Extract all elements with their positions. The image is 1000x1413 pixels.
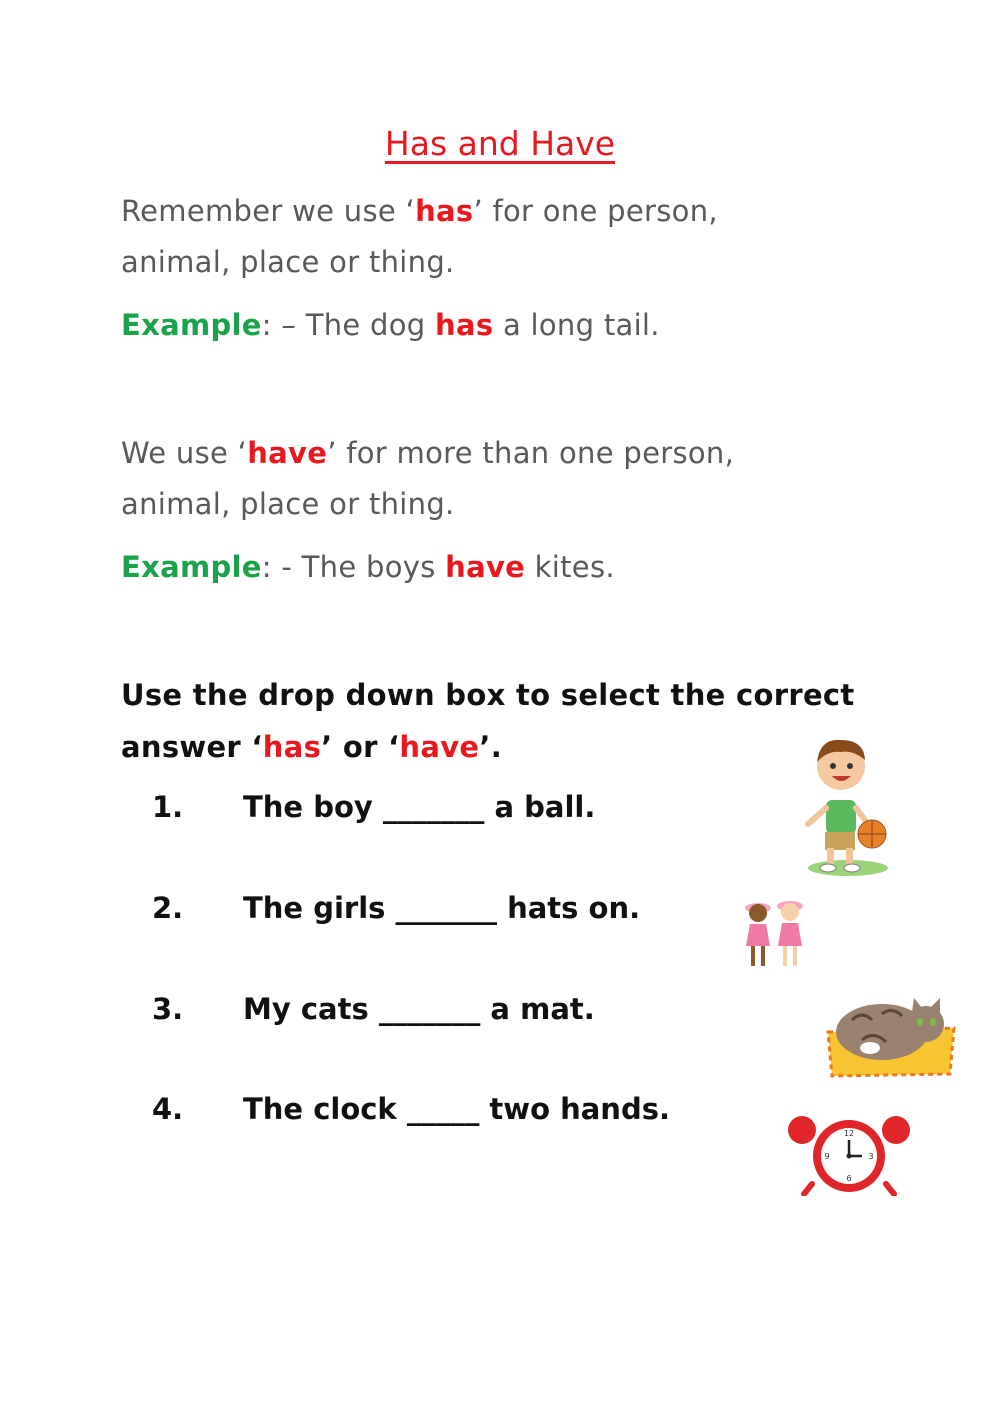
example-has: Example: – The dog has a long tail. xyxy=(121,308,660,342)
option-have: have xyxy=(399,730,480,764)
cat-on-mat-illustration xyxy=(822,990,960,1080)
bell-left xyxy=(788,1116,816,1144)
girl-right xyxy=(777,901,803,966)
svg-text:6: 6 xyxy=(846,1174,852,1183)
rule-have-line2: animal, place or thing. xyxy=(121,487,455,521)
instruction: Use the drop down box to select the correct answer ‘has’ or ‘have’. xyxy=(121,678,855,764)
girls-with-hats-illustration xyxy=(742,896,808,974)
example-have: Example: - The boys have kites. xyxy=(121,550,615,584)
rule-has-line2: animal, place or thing. xyxy=(121,245,455,279)
question-3[interactable]: 3. My cats _______ a mat. xyxy=(152,992,595,1026)
keyword-has: has xyxy=(435,308,494,342)
rule-have-line1: We use ‘have’ for more than one person, xyxy=(121,436,735,470)
keyword-have: have xyxy=(247,436,328,470)
svg-text:12: 12 xyxy=(843,1129,855,1138)
girl-left xyxy=(745,903,771,966)
shirt xyxy=(826,800,856,834)
example-label: Example xyxy=(121,308,262,342)
shorts xyxy=(825,832,855,850)
rule-have xyxy=(121,428,734,530)
example-label: Example xyxy=(121,550,262,584)
alarm-clock-illustration xyxy=(782,1114,916,1196)
rule-has xyxy=(121,186,718,288)
svg-text:9: 9 xyxy=(824,1152,830,1161)
question-1[interactable]: 1. The boy _______ a ball. xyxy=(152,790,596,824)
question-4[interactable]: 4. The clock _____ two hands. xyxy=(152,1092,670,1126)
option-has: has xyxy=(262,730,322,764)
page-title: Has and Have xyxy=(384,124,616,163)
bell-right xyxy=(882,1116,910,1144)
keyword-has: has xyxy=(415,194,474,228)
keyword-have: have xyxy=(445,550,526,584)
svg-text:3: 3 xyxy=(868,1152,874,1161)
question-2[interactable]: 2. The girls _______ hats on. xyxy=(152,891,641,925)
boy-with-ball-illustration xyxy=(798,728,890,878)
rule-has-line1: Remember we use ‘has’ for one person, xyxy=(121,194,718,228)
